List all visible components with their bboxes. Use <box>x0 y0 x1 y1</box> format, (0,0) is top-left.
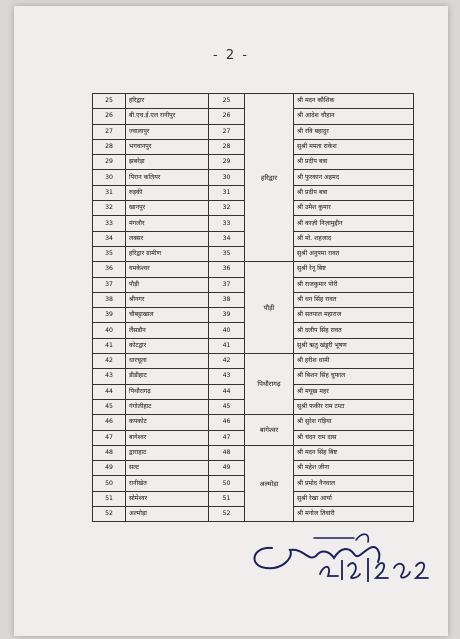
representative-name: श्री आदेश चौहान <box>294 109 414 124</box>
serial-number: 45 <box>93 399 126 414</box>
constituency-name: बी.एच.ई.एल रानीपुर <box>126 109 209 124</box>
representative-name: श्री सुरेश गड़िया <box>294 415 414 430</box>
serial-number: 28 <box>93 139 126 154</box>
representative-name: श्री काज़ी निज़ामुद्दीन <box>294 216 414 231</box>
representative-name: श्री महेश जीना <box>294 461 414 476</box>
table-row <box>93 445 414 460</box>
constituency-name: सोमेश्वर <box>126 491 209 506</box>
serial-number: 39 <box>93 308 126 323</box>
serial-number: 48 <box>93 445 126 460</box>
constituency-name: सल्ट <box>126 461 209 476</box>
district-name: पौड़ी <box>245 262 294 354</box>
serial-number: 38 <box>93 292 126 307</box>
constituency-number: 27 <box>209 124 245 139</box>
constituency-name: पिथौरागढ़ <box>126 384 209 399</box>
representative-name: सुश्री रेखा आर्या <box>294 491 414 506</box>
constituency-name: द्वाराहाट <box>126 445 209 460</box>
serial-number: 51 <box>93 491 126 506</box>
constituency-number: 30 <box>209 170 245 185</box>
district-name: बागेश्वर <box>245 415 294 446</box>
constituency-name: लक्सर <box>126 231 209 246</box>
constituency-number: 31 <box>209 185 245 200</box>
serial-number: 29 <box>93 155 126 170</box>
representative-name: श्री मनोज तिवारी <box>294 507 414 522</box>
constituency-number: 40 <box>209 323 245 338</box>
constituency-name: श्रीनगर <box>126 292 209 307</box>
serial-number: 31 <box>93 185 126 200</box>
constituency-name: मंगलौर <box>126 216 209 231</box>
serial-number: 35 <box>93 246 126 261</box>
serial-number: 40 <box>93 323 126 338</box>
constituency-name: हरिद्वार <box>126 94 209 109</box>
serial-number: 42 <box>93 354 126 369</box>
serial-number: 43 <box>93 369 126 384</box>
document-page <box>14 6 448 636</box>
district-name: अल्मोड़ा <box>245 445 294 521</box>
serial-number: 49 <box>93 461 126 476</box>
representative-name: श्री राजकुमार पोरी <box>294 277 414 292</box>
representative-name: सुश्री अनुपमा रावत <box>294 246 414 261</box>
constituency-number: 43 <box>209 369 245 384</box>
constituency-name: अल्मोड़ा <box>126 507 209 522</box>
table-row <box>93 415 414 430</box>
constituency-number: 48 <box>209 445 245 460</box>
representative-name: श्री प्रदीप बत्रा <box>294 185 414 200</box>
representative-name: श्री चंदन राम दास <box>294 430 414 445</box>
constituency-number: 35 <box>209 246 245 261</box>
constituency-number: 28 <box>209 139 245 154</box>
representative-name: श्री हरीश धामी <box>294 354 414 369</box>
constituency-name: चौबट्टाखाल <box>126 308 209 323</box>
constituency-number: 34 <box>209 231 245 246</box>
constituency-name: रानीखेत <box>126 476 209 491</box>
representative-name: सुश्री ममता राकेश <box>294 139 414 154</box>
representative-name: श्री मदन सिंह बिष्ट <box>294 445 414 460</box>
constituency-name: धारचूला <box>126 354 209 369</box>
constituency-number: 29 <box>209 155 245 170</box>
constituency-number: 32 <box>209 201 245 216</box>
constituency-name: पिरान कलियर <box>126 170 209 185</box>
constituency-number: 26 <box>209 109 245 124</box>
constituency-number: 37 <box>209 277 245 292</box>
serial-number: 27 <box>93 124 126 139</box>
serial-number: 41 <box>93 338 126 353</box>
constituency-name: बागेश्वर <box>126 430 209 445</box>
constituency-number: 39 <box>209 308 245 323</box>
constituency-name: भगवानपुर <box>126 139 209 154</box>
representative-name: श्री मदन कौशिक <box>294 94 414 109</box>
candidate-table <box>92 93 414 522</box>
constituency-number: 38 <box>209 292 245 307</box>
constituency-name: यमकेश्वर <box>126 262 209 277</box>
constituency-name: झबरेड़ा <box>126 155 209 170</box>
constituency-number: 52 <box>209 507 245 522</box>
constituency-number: 49 <box>209 461 245 476</box>
constituency-name: लैंसडौन <box>126 323 209 338</box>
representative-name: श्री प्रमोद नैनवाल <box>294 476 414 491</box>
constituency-number: 25 <box>209 94 245 109</box>
representative-name: श्री सतपाल महाराज <box>294 308 414 323</box>
constituency-name: कोटद्वार <box>126 338 209 353</box>
constituency-number: 50 <box>209 476 245 491</box>
constituency-number: 51 <box>209 491 245 506</box>
constituency-number: 42 <box>209 354 245 369</box>
representative-name: श्री रवि बहादुर <box>294 124 414 139</box>
representative-name: श्री उमेश कुमार <box>294 201 414 216</box>
constituency-number: 45 <box>209 399 245 414</box>
constituency-number: 46 <box>209 415 245 430</box>
representative-name: सुश्री रेनू बिष्ट <box>294 262 414 277</box>
serial-number: 46 <box>93 415 126 430</box>
serial-number: 26 <box>93 109 126 124</box>
constituency-number: 47 <box>209 430 245 445</box>
page-number: - 2 - <box>213 48 249 63</box>
serial-number: 30 <box>93 170 126 185</box>
serial-number: 33 <box>93 216 126 231</box>
representative-name: श्री फुरकान अहमद <box>294 170 414 185</box>
representative-name: श्री दलीप सिंह रावत <box>294 323 414 338</box>
constituency-name: खानपुर <box>126 201 209 216</box>
constituency-name: हरिद्वार ग्रामीण <box>126 246 209 261</box>
representative-name: श्री प्रदीप बत्रा <box>294 155 414 170</box>
constituency-name: गंगोलीहाट <box>126 399 209 414</box>
serial-number: 32 <box>93 201 126 216</box>
serial-number: 52 <box>93 507 126 522</box>
district-name: पिथौरागढ़ <box>245 354 294 415</box>
table-row <box>93 262 414 277</box>
district-name: हरिद्वार <box>245 94 294 262</box>
serial-number: 36 <box>93 262 126 277</box>
serial-number: 37 <box>93 277 126 292</box>
constituency-number: 33 <box>209 216 245 231</box>
table-row <box>93 354 414 369</box>
serial-number: 50 <box>93 476 126 491</box>
representative-name: सुश्री ऋतु खंडूरी भूषण <box>294 338 414 353</box>
constituency-name: पौड़ी <box>126 277 209 292</box>
representative-name: श्री मयूख महर <box>294 384 414 399</box>
serial-number: 25 <box>93 94 126 109</box>
constituency-name: रुड़की <box>126 185 209 200</box>
constituency-name: ज्वालापुर <box>126 124 209 139</box>
constituency-number: 41 <box>209 338 245 353</box>
table-row <box>93 94 414 109</box>
serial-number: 44 <box>93 384 126 399</box>
table-body <box>93 94 414 522</box>
serial-number: 34 <box>93 231 126 246</box>
serial-number: 47 <box>93 430 126 445</box>
constituency-name: कपकोट <box>126 415 209 430</box>
representative-name: श्री मो. शहजाद <box>294 231 414 246</box>
constituency-name: डीडीहाट <box>126 369 209 384</box>
representative-name: श्री बिशन सिंह चुफाल <box>294 369 414 384</box>
representative-name: श्री धन सिंह रावत <box>294 292 414 307</box>
handwritten-date <box>314 546 434 586</box>
representative-name: सुश्री फकीर राम टम्टा <box>294 399 414 414</box>
constituency-number: 36 <box>209 262 245 277</box>
constituency-number: 44 <box>209 384 245 399</box>
